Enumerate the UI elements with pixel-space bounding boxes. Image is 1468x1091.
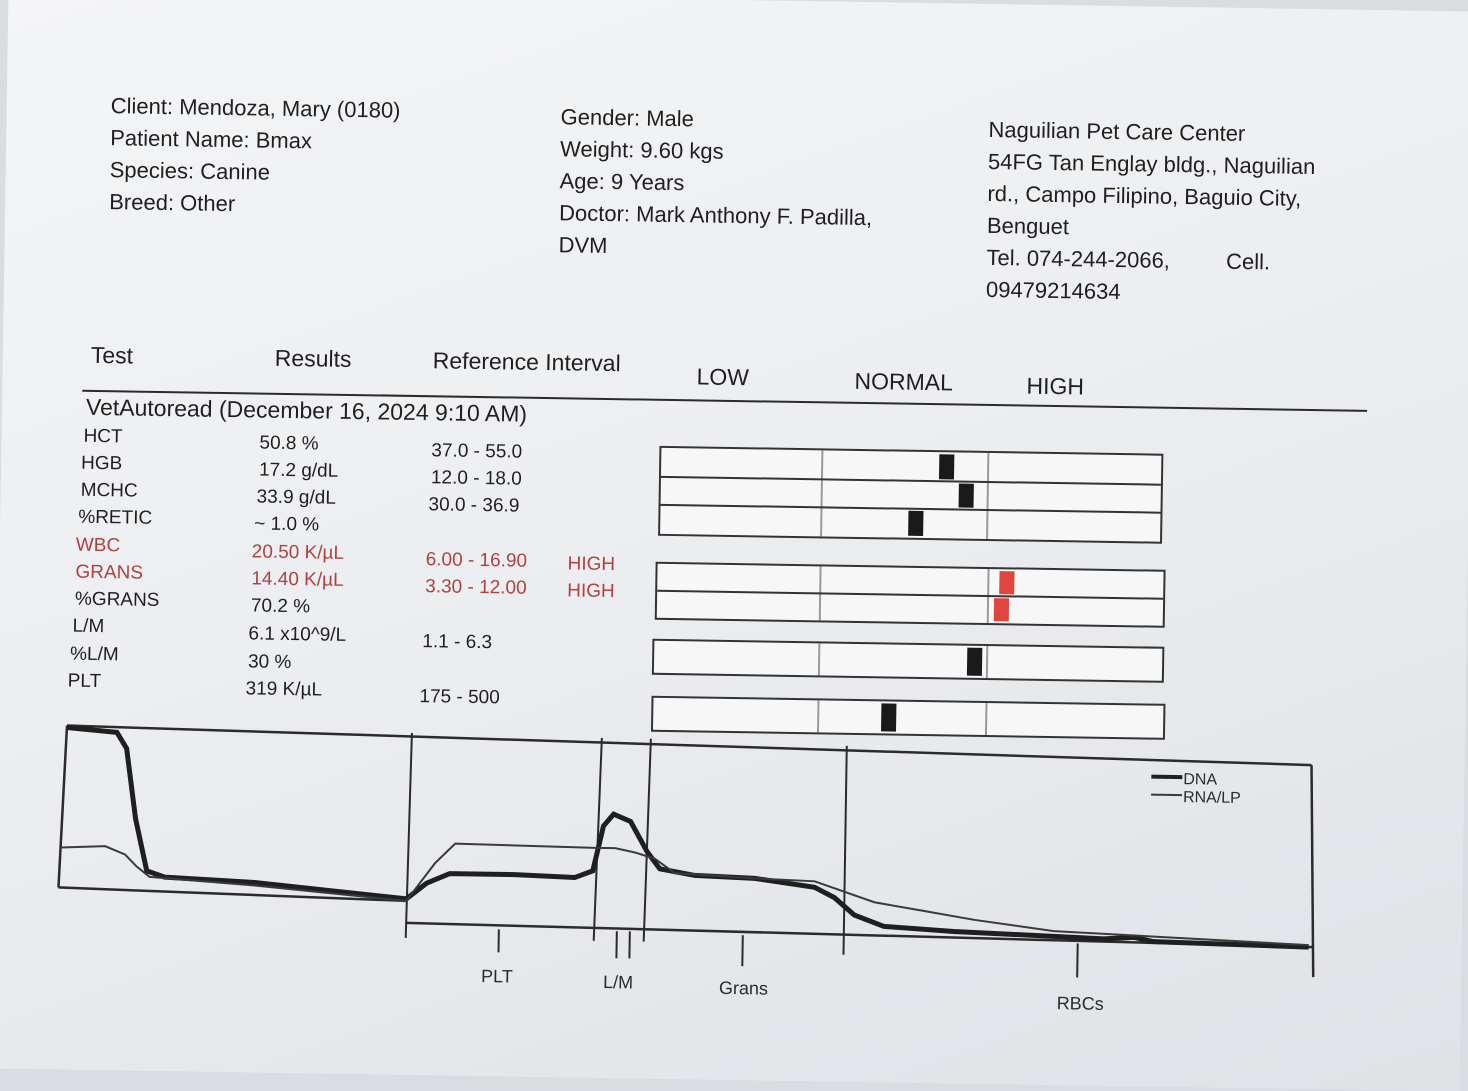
cell-distribution-histogram	[53, 717, 1327, 1027]
axis-label-plt: PLT	[481, 966, 513, 986]
range-marker-mchc	[908, 511, 923, 536]
range-marker-l-m	[967, 648, 982, 676]
test-name: L/M	[72, 616, 104, 638]
normal-high-divider	[986, 646, 989, 678]
low-normal-divider	[818, 643, 821, 675]
test-result: ~ 1.0 %	[254, 513, 319, 536]
col-header-test: Test	[91, 342, 134, 370]
axis-label-rbcs: RBCs	[1057, 993, 1104, 1014]
col-header-normal: NORMAL	[854, 368, 953, 397]
row-divider	[657, 590, 1163, 600]
col-header-high: HIGH	[1026, 373, 1084, 401]
normal-high-divider	[985, 703, 988, 735]
range-bar-rbc	[658, 446, 1163, 544]
histogram-axis-ticks	[498, 929, 1078, 977]
col-header-reference: Reference Interval	[433, 347, 621, 377]
test-result: 319 K/µL	[245, 678, 322, 701]
clinic-name: Naguilian Pet Care Center	[988, 114, 1316, 151]
low-normal-divider	[817, 700, 820, 732]
range-bar-lm	[652, 639, 1165, 683]
low-normal-divider	[820, 450, 823, 536]
row-divider	[661, 476, 1161, 486]
patient-info	[109, 90, 401, 223]
test-name: HGB	[81, 453, 123, 476]
test-reference: 37.0 - 55.0	[431, 440, 522, 463]
flag-high: HIGH	[567, 580, 615, 603]
rna-lp-curve	[60, 837, 1310, 945]
test-reference: 12.0 - 18.0	[431, 467, 522, 490]
legend-dna-label: DNA	[1183, 771, 1217, 789]
patient-details	[558, 101, 874, 266]
flag-high: HIGH	[567, 553, 615, 576]
age-line: Age: 9 Years	[559, 165, 872, 202]
legend-rna-label: RNA/LP	[1183, 789, 1241, 807]
clinic-cell-label: Cell.	[1226, 249, 1270, 275]
test-reference: 3.30 - 12.00	[425, 576, 527, 600]
clinic-address-1: 54FG Tan Englay bldg., Naguilian	[988, 146, 1316, 183]
clinic-address-3: Benguet	[987, 210, 1315, 247]
col-header-results: Results	[275, 345, 352, 373]
test-name: %L/M	[70, 644, 119, 667]
range-marker-plt	[881, 703, 896, 731]
test-name: MCHC	[81, 480, 138, 503]
test-result: 20.50 K/µL	[252, 541, 345, 564]
test-name: PLT	[68, 671, 102, 694]
test-result: 33.9 g/dL	[256, 486, 336, 509]
histogram-axis-labels	[481, 966, 1105, 1014]
test-name: GRANS	[75, 562, 143, 585]
range-marker-grans	[994, 598, 1009, 621]
clinic-info	[986, 114, 1316, 311]
test-result: 17.2 g/dL	[259, 460, 339, 483]
test-reference: 30.0 - 36.9	[428, 494, 519, 517]
test-name: WBC	[76, 535, 121, 558]
clinic-address-2: rd., Campo Filipino, Baguio City,	[987, 178, 1315, 215]
gender-line: Gender: Male	[560, 101, 873, 138]
range-marker-hgb	[959, 483, 974, 508]
dna-curve	[64, 728, 1312, 948]
doctor-title-line: DVM	[558, 229, 871, 266]
col-header-low: LOW	[696, 363, 749, 391]
results-table	[9, 0, 1468, 12]
patient-name-line: Patient Name: Bmax	[110, 122, 400, 159]
range-bar-wbc	[655, 562, 1166, 628]
range-marker-hct	[939, 454, 954, 479]
axis-label-grans: Grans	[719, 978, 768, 999]
axis-label-lm: L/M	[603, 972, 633, 992]
test-name: %GRANS	[75, 589, 160, 612]
test-reference: 1.1 - 6.3	[422, 631, 492, 654]
weight-line: Weight: 9.60 kgs	[560, 133, 873, 170]
doctor-line: Doctor: Mark Anthony F. Padilla,	[559, 197, 872, 234]
test-result: 70.2 %	[251, 595, 310, 618]
test-reference: 175 - 500	[419, 686, 500, 709]
client-line: Client: Mendoza, Mary (0180)	[110, 90, 400, 127]
species-line: Species: Canine	[109, 154, 399, 191]
test-result: 30 %	[248, 651, 292, 674]
test-reference: 6.00 - 16.90	[425, 549, 527, 573]
clinic-cell-number: 09479214634	[986, 274, 1314, 311]
test-result: 50.8 %	[259, 433, 318, 456]
normal-high-divider	[986, 453, 989, 539]
run-title: VetAutoread (December 16, 2024 9:10 AM)	[86, 394, 527, 428]
test-result: 6.1 x10^9/L	[248, 623, 346, 647]
histogram-legend	[1151, 771, 1241, 807]
test-result: 14.40 K/µL	[251, 568, 344, 591]
clinic-tel: Tel. 074-244-2066,	[986, 245, 1170, 273]
range-marker-wbc	[999, 571, 1014, 594]
test-name: %RETIC	[78, 507, 152, 530]
test-name: HCT	[83, 426, 122, 449]
breed-line: Breed: Other	[109, 186, 399, 223]
clinic-phones	[986, 242, 1314, 279]
